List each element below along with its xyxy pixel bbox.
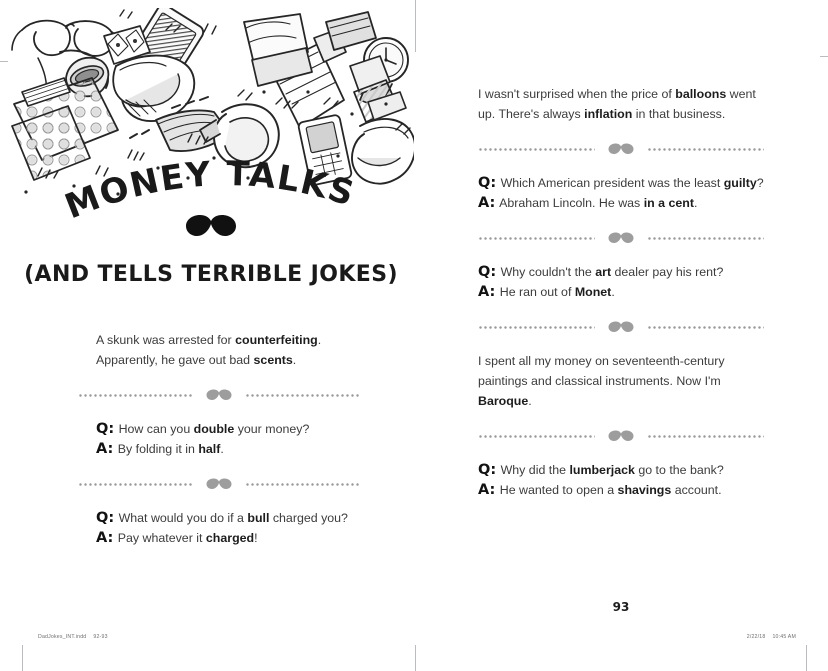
joke-text: your money? [234, 422, 310, 436]
left-joke-column [96, 330, 378, 548]
dotted-rule-right [647, 148, 764, 151]
dotted-rule-left [78, 394, 193, 397]
question-label: Q: [96, 510, 115, 526]
page-number: 93 [612, 600, 630, 614]
emphasis-word: bull [247, 511, 270, 525]
emphasis-word: charged [205, 531, 255, 545]
question-label: Q: [96, 421, 115, 437]
mustache-ornament-divider [606, 232, 636, 244]
joke-text: A skunk was arrested for [96, 333, 236, 347]
dotted-rule-left [478, 326, 595, 329]
joke-text: By folding it in [117, 442, 199, 456]
crop-mark-bottom-right-vertical [806, 645, 807, 671]
emphasis-word: balloons [675, 87, 727, 101]
answer-label: A: [478, 482, 496, 498]
dotted-rule-right [647, 237, 764, 240]
joke-text: . [220, 442, 224, 456]
emphasis-word: scents [253, 353, 293, 367]
joke-line [478, 104, 764, 124]
joke-text: . [693, 196, 698, 210]
joke-text: went [726, 87, 756, 101]
joke-item [478, 460, 764, 500]
joke-item [478, 173, 764, 213]
question-label: Q: [478, 264, 497, 280]
emphasis-word: shavings [617, 483, 672, 497]
dotted-rule-left [478, 237, 595, 240]
joke-text: Pay whatever it [117, 531, 206, 545]
right-page [422, 0, 820, 645]
answer-label: A: [96, 530, 114, 546]
crop-mark-top-center-vertical [415, 0, 416, 52]
joke-text: go to the bank? [634, 463, 724, 477]
joke-line [478, 351, 764, 371]
left-page [8, 0, 414, 645]
joke-line [96, 330, 378, 350]
joke-text: account. [671, 483, 722, 497]
joke-answer [478, 282, 764, 302]
dotted-rule-left [78, 483, 193, 486]
footer-slug-right [747, 634, 796, 640]
joke-text: in that business. [632, 107, 726, 121]
dotted-rule-right [647, 326, 764, 329]
joke-text: . [611, 285, 615, 299]
joke-question [478, 460, 764, 480]
joke-question [478, 173, 764, 193]
joke-text: Why did the [500, 463, 570, 477]
footer-file-name: DadJokes_INT.indd [38, 634, 87, 640]
section-divider [78, 477, 360, 491]
joke-text: What would you do if a [118, 511, 248, 525]
emphasis-word: lumberjack [569, 463, 635, 477]
joke-answer [478, 480, 764, 500]
joke-text: . [317, 333, 322, 347]
joke-text: charged you? [269, 511, 348, 525]
emphasis-word: in a cent [643, 196, 694, 210]
joke-text: ? [756, 176, 764, 190]
joke-text: up. There's always [478, 107, 585, 121]
joke-line [478, 371, 764, 391]
section-divider [478, 320, 764, 334]
emphasis-word: Baroque [478, 394, 529, 408]
footer-time: 10:45 AM [772, 634, 796, 640]
answer-label: A: [478, 195, 496, 211]
joke-text: I spent all my money on seventeenth-century [478, 354, 725, 368]
section-divider [78, 388, 360, 402]
mustache-ornament-divider [606, 321, 636, 333]
question-label: Q: [478, 175, 497, 191]
mustache-ornament-divider [204, 389, 234, 401]
mustache-ornament-divider [606, 143, 636, 155]
footer-page-range: 92-93 [93, 634, 108, 640]
chapter-title-text: MONEY TALKS [59, 160, 360, 228]
joke-text: I wasn't surprised when the price of [478, 87, 676, 101]
joke-item [478, 351, 764, 411]
joke-answer [478, 193, 764, 213]
answer-label: A: [96, 441, 114, 457]
section-divider [478, 429, 764, 443]
dotted-rule-left [478, 148, 595, 151]
joke-question [478, 262, 764, 282]
mustache-ornament-divider [204, 478, 234, 490]
mustache-ornament-title [8, 214, 414, 238]
joke-line [478, 391, 764, 411]
joke-text: He wanted to open a [499, 483, 618, 497]
joke-text: Why couldn't the [500, 265, 596, 279]
joke-line [478, 84, 764, 104]
joke-text: Which American president was the least [500, 176, 724, 190]
joke-text: . [292, 353, 297, 367]
dotted-rule-right [647, 435, 764, 438]
joke-answer [96, 439, 378, 459]
answer-label: A: [478, 284, 496, 300]
joke-item [478, 84, 764, 124]
joke-text: He ran out of [499, 285, 575, 299]
emphasis-word: guilty [723, 176, 757, 190]
joke-text: How can you [118, 422, 194, 436]
footer-date: 2/22/18 [746, 634, 766, 640]
dotted-rule-right [245, 483, 360, 486]
joke-answer [96, 528, 378, 548]
emphasis-word: inflation [584, 107, 633, 121]
joke-item [96, 419, 378, 459]
mustache-ornament-divider [606, 430, 636, 442]
question-label: Q: [478, 462, 497, 478]
dotted-rule-left [478, 435, 595, 438]
crop-mark-bottom-center-vertical [415, 645, 416, 671]
joke-text: paintings and classical instruments. Now I'm [478, 374, 721, 388]
emphasis-word: Monet [574, 285, 612, 299]
right-joke-column [478, 84, 764, 500]
joke-text: Abraham Lincoln. He was [499, 196, 644, 210]
emphasis-word: half [198, 442, 221, 456]
joke-item [478, 262, 764, 302]
joke-text: Apparently, he gave out bad [96, 353, 254, 367]
emphasis-word: art [595, 265, 612, 279]
joke-question [96, 419, 378, 439]
section-divider [478, 142, 764, 156]
emphasis-word: counterfeiting [235, 333, 318, 347]
joke-line [96, 350, 378, 370]
joke-question [96, 508, 378, 528]
crop-mark-bottom-left-vertical [22, 645, 23, 671]
dotted-rule-right [245, 394, 360, 397]
joke-text: . [528, 394, 532, 408]
joke-item [96, 330, 378, 370]
joke-text: ! [254, 531, 258, 545]
footer-slug-left [38, 634, 108, 640]
joke-text: dealer pay his rent? [611, 265, 724, 279]
chapter-subtitle: (AND TELLS TERRIBLE JOKES) [24, 262, 398, 287]
section-divider [478, 231, 764, 245]
emphasis-word: double [193, 422, 235, 436]
joke-item [96, 508, 378, 548]
